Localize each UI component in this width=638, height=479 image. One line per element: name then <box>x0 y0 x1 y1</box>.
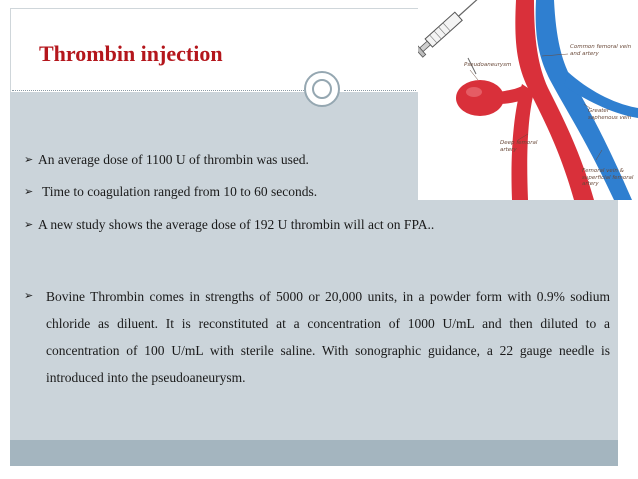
arrow-bullet-icon: ➢ <box>24 219 34 231</box>
femoral-pseudoaneurysm-illustration <box>418 0 638 200</box>
bullet-text: Time to coagulation ranged from 10 to 60 seconds. <box>42 184 318 199</box>
label-pseudoaneurysm: Pseudoaneurysm <box>464 62 512 68</box>
title-divider-left <box>12 90 308 91</box>
footer-band <box>10 440 618 466</box>
slide-title: Thrombin injection <box>39 41 223 66</box>
divider-ring-inner <box>312 79 332 99</box>
label-femoral-vein-superficial: Femoral vein & superficial femoral artery <box>582 168 634 187</box>
paragraph-text: Bovine Thrombin comes in strengths of 5000 or 20,000 units, in a powder form with 0.9% sodium chloride as diluent. It is reconstituted at a concentration of 1000 U/mL and then diluted to a concentration of 100 U/mL with sterile saline. With sonographic guidance, a 22 gauge needle is introduced into the pseudoaneurysm. <box>46 289 610 385</box>
label-common-femoral: Common femoral vein and artery <box>570 44 632 57</box>
label-greater-saphenous: Greater saphenous vein <box>588 108 632 121</box>
syringe-icon <box>418 0 487 57</box>
divider-ring-icon <box>304 71 340 107</box>
arrow-bullet-icon: ➢ <box>24 154 34 166</box>
title-divider-right <box>344 90 416 91</box>
bullet-text: A new study shows the average dose of 192 U thrombin will act on FPA.. <box>38 217 435 232</box>
paragraph-bullet <box>24 288 610 391</box>
arrow-bullet-icon: ➢ <box>24 186 34 198</box>
pseudoaneurysm-sac <box>456 80 504 116</box>
arrow-bullet-icon: ➢ <box>24 290 34 302</box>
bullet-text: An average dose of 1100 U of thrombin was used. <box>38 152 309 167</box>
label-deep-femoral: Deep femoral artery <box>500 140 538 153</box>
